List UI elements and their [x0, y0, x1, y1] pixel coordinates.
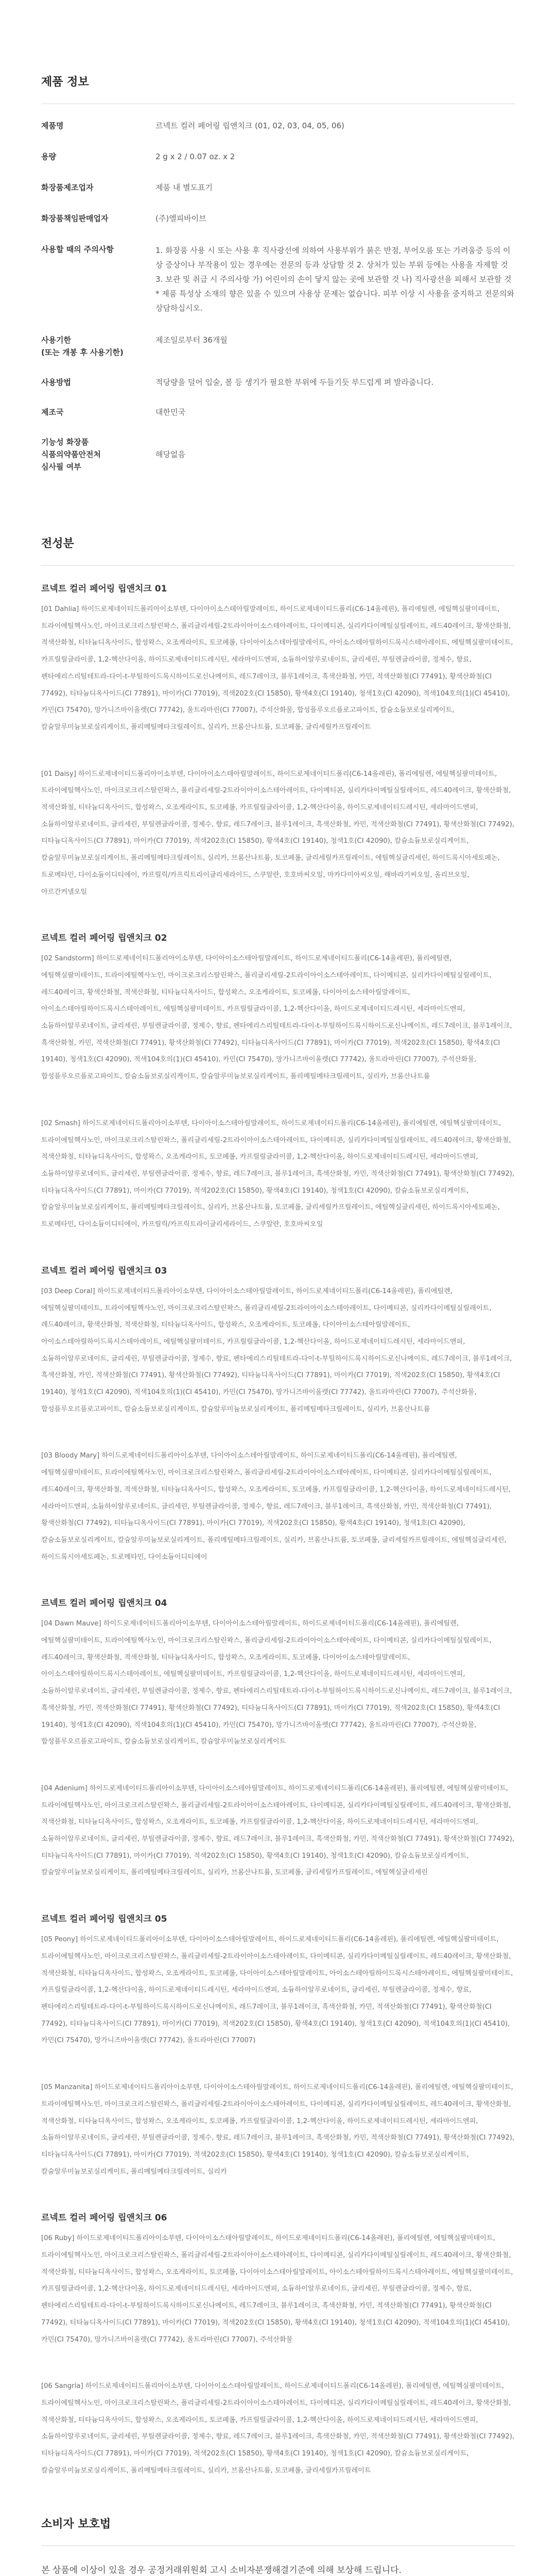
info-row-volume	[41, 150, 515, 163]
info-row-expiry	[41, 334, 515, 359]
ingredient-entry	[41, 1115, 515, 1233]
info-label-line: 심사필 여부	[41, 462, 81, 471]
consumer-protection-title: 소비자 보호법	[41, 2518, 111, 2531]
info-label: 사용할 때의 주의사항	[41, 245, 114, 254]
info-value: 대한민국	[155, 408, 185, 417]
ingredient-text: [01 Dahlia] 하이드로제네이티드폴리아이소부텐, 다이아이소스테아릴말레이트, 하이드로제네이티드폴리(C6-14올레핀), 폴리에틸렌, 에틸헥실팔미테이트, 트라이에틸헥사노인, 마이크로크리스탈린왁스, 폴리글리세릴-2트라이아이소스테아레이트, 다이메티콘, 실리카다이메틸실릴레이트, 레드40레이크, 황색산화철, 적색산화철, 티타늄디옥사이드, 합성왁스, 오조케라이트, 토코페롤, 다이아이소스테아릴말레이트, 아이소스테아릴하이드록시스테아레이트, 에틸헥실팔미테이트, 카프릴릴글라이콜, 1,2-헥산다이올, 하이드로제네이티드레시틴, 세라마이드엔피, 소듐하이알루로네이트, 글리세린, 부틸렌글라이콜, 정제수, 향료, 펜타에리스리틸테트라-다이-t-부틸하이드록시하이드로신나메이트, 레드7레이크, 블루1레이크, 흑색산화철, 카민, 적색산화철(CI 77491), 황색산화철(CI 77492), 티타늄디옥사이드(CI 77891), 마이카(CI 77019), 적색202호(CI 15850), 황색4호(CI 19140), 청색1호(CI 42090), 적색104호의(1)(CI 45410), 카민(CI 75470), 망가니즈바이올렛(CI 77742), 울트라마린(CI 77007), 주석산화물, 합성플루오르플로고파이트, 칼슘소듐보로실리케이트, 칼슘알루미늄보로실리케이트, 폴리메틸메타크릴레이트, 실리카, 브롬산나트륨, 토코페롤, 글리세릴카프릴레이트	[41, 605, 513, 731]
ingredient-text: [04 Dawn Mauve] 하이드로제네이티드폴리아이소부텐, 다이아이소스테아릴말레이트, 하이드로제네이티드폴리(C6-14올레핀), 폴리에틸렌, 에틸헥실팔미테이트, 트라이에틸헥사노인, 마이크로크리스탈린왁스, 폴리글리세릴-2트라이아이소스테아레이트, 다이메티콘, 실리카다이메틸실릴레이트, 레드40레이크, 황색산화철, 적색산화철, 티타늄디옥사이드, 합성왁스, 오조케라이트, 토코페롤, 다이아이소스테아릴말레이트, 아이소스테아릴하이드록시스테아레이트, 에틸헥실팔미테이트, 카프릴릴글라이콜, 1,2-헥산다이올, 하이드로제네이티드레시틴, 세라마이드엔피, 소듐하이알루로네이트, 글리세린, 부틸렌글라이콜, 정제수, 향료, 펜타에리스리틸테트라-다이-t-부틸하이드록시하이드로신나메이트, 레드7레이크, 블루1레이크, 흑색산화철, 카민, 적색산화철(CI 77491), 황색산화철(CI 77492), 티타늄디옥사이드(CI 77891), 마이카(CI 77019), 적색202호(CI 15850), 황색4호(CI 19140), 청색1호(CI 42090), 적색104호의(1)(CI 45410), 카민(CI 75470), 망가니즈바이올렛(CI 77742), 울트라마린(CI 77007), 주석산화물, 합성플루오르플로고파이트, 칼슘소듐보로실리케이트, 칼슘알루미늄보로실리케이트	[41, 1620, 512, 1746]
info-value: 1. 화장품 사용 시 또는 사용 후 직사광선에 의하여 사용부위가 붉은 반점, 부어오름 또는 가려움증 등의 이상 증상이나 부작용이 있는 경우에는 전문의 등과 상담할 것 2. 상처가 있는 부위 등에는 사용을 자제할 것 3. 보관 및 취급 시 주의사항 가) 어린이의 손이 닿지 않는 곳에 보관할 것 나) 직사광선을 피해서 보관할 것 * 제품 특성상 소재의 향은 있을 수 있으며 사용상 문제는 없습니다. 피부 이상 시 사용을 중지하고 전문의와 상담하십시오.	[155, 246, 515, 313]
info-value: 적당량을 덜어 입술, 볼 등 생기가 필요한 부위에 두들기듯 부드럽게 펴 발라줍니다.	[155, 378, 434, 387]
info-value: 2 g x 2 / 0.07 oz. x 2	[155, 152, 235, 161]
ingredient-group-title: 르넥트 컬러 페어링 립앤치크 06	[41, 2213, 167, 2224]
ingredient-text: [02 Smash] 하이드로제네이티드폴리아이소부텐, 다이아이소스테아릴말레이트, 하이드로제네이티드폴리(C6-14올레핀), 폴리에틸렌, 에틸헥실팔미테이트, 트라이에틸헥사노인, 마이크로크리스탈린왁스, 폴리글리세릴-2트라이아이소스테아레이트, 다이메티콘, 실리카다이메틸실릴레이트, 레드40레이크, 황색산화철, 적색산화철, 티타늄디옥사이드, 합성왁스, 오조케라이트, 토코페롤, 카프릴릴글라이콜, 1,2-헥산다이올, 하이드로제네이티드레시틴, 세라마이드엔피, 소듐하이알루로네이트, 글리세린, 부틸렌글라이콜, 정제수, 향료, 레드7레이크, 블루1레이크, 흑색산화철, 카민, 적색산화철(CI 77491), 황색산화철(CI 77492), 티타늄디옥사이드(CI 77891), 마이카(CI 77019), 적색202호(CI 15850), 황색4호(CI 19140), 청색1호(CI 42090), 칼슘소듐보로실리케이트, 칼슘알루미늄보로실리케이트, 폴리메틸메타크릴레이트, 실리카, 브롬산나트륨, 토코페롤, 글리세릴카프릴레이트, 에틸헥실글리세린, 하이드록시아세토페논, 트로메타민, 다이소듐이디티에이, 카프릴릭/카프릭트라이글리세라이드, 스쿠알란, 호호바씨오일	[41, 1119, 515, 1229]
ingredient-text: [01 Daisy] 하이드로제네이티드폴리아이소부텐, 다이아이소스테아릴말레이트, 하이드로제네이티드폴리(C6-14올레핀), 폴리에틸렌, 에틸헥실팔미테이트, 트라이에틸헥사노인, 마이크로크리스탈린왁스, 폴리글리세릴-2트라이아이소스테아레이트, 다이메티콘, 실리카다이메틸실릴레이트, 레드40레이크, 황색산화철, 적색산화철, 티타늄디옥사이드, 합성왁스, 오조케라이트, 토코페롤, 카프릴릴글라이콜, 1,2-헥산다이올, 하이드로제네이티드레시틴, 세라마이드엔피, 소듐하이알루로네이트, 글리세린, 부틸렌글라이콜, 정제수, 향료, 레드7레이크, 블루1레이크, 흑색산화철, 카민, 적색산화철(CI 77491), 황색산화철(CI 77492), 티타늄디옥사이드(CI 77891), 마이카(CI 77019), 적색202호(CI 15850), 황색4호(CI 19140), 청색1호(CI 42090), 칼슘소듐보로실리케이트, 칼슘알루미늄보로실리케이트, 폴리메틸메타크릴레이트, 실리카, 브롬산나트륨, 토코페롤, 글리세릴카프릴레이트, 에틸헥실글리세린, 하이드록시아세토페논, 트로메타민, 다이소듐이디티에이, 카프릴릭/카프릭트라이글리세라이드, 스쿠알란, 호호바씨오일, 마카다미아씨오일, 해바라기씨오일, 올리브오일, 아르간커넬오일	[41, 770, 515, 896]
info-value: 제품 내 별도표기	[155, 183, 213, 192]
ingredient-entry	[41, 2079, 515, 2180]
ingredient-text: [05 Peony] 하이드로제네이티드폴리아이소부텐, 다이아이소스테아릴말레이트, 하이드로제네이티드폴리(C6-14올레핀), 폴리에틸렌, 에틸헥실팔미테이트, 트라이에틸헥사노인, 마이크로크리스탈린왁스, 폴리글리세릴-2트라이아이소스테아레이트, 다이메티콘, 실리카다이메틸실릴레이트, 레드40레이크, 황색산화철, 적색산화철, 티타늄디옥사이드, 합성왁스, 오조케라이트, 토코페롤, 다이아이소스테아릴말레이트, 아이소스테아릴하이드록시스테아레이트, 에틸헥실팔미테이트, 카프릴릴글라이콜, 1,2-헥산다이올, 하이드로제네이티드레시틴, 세라마이드엔피, 소듐하이알루로네이트, 글리세린, 부틸렌글라이콜, 정제수, 향료, 펜타에리스리틸테트라-다이-t-부틸하이드록시하이드로신나메이트, 레드7레이크, 블루1레이크, 흑색산화철, 카민, 적색산화철(CI 77491), 황색산화철(CI 77492), 티타늄디옥사이드(CI 77891), 마이카(CI 77019), 적색202호(CI 15850), 황색4호(CI 19140), 청색1호(CI 42090), 적색104호의(1)(CI 45410), 카민(CI 75470), 망가니즈바이올렛(CI 77742), 울트라마린(CI 77007)	[41, 1936, 513, 2045]
info-label-line: 사용기한	[41, 335, 71, 345]
info-label-line: 기능성 화장품	[41, 437, 89, 447]
info-label: 사용방법	[41, 378, 71, 387]
ingredient-entry	[41, 766, 515, 901]
ingredient-entry	[41, 1448, 515, 1566]
info-label	[41, 436, 155, 473]
ingredient-text: [03 Deep Coral] 하이드로제네이티드폴리아이소부텐, 다이아이소스테아릴말레이트, 하이드로제네이티드폴리(C6-14올레핀), 폴리에틸렌, 에틸헥실팔미테이트, 트라이에틸헥사노인, 마이크로크리스탈린왁스, 폴리글리세릴-2트라이아이소스테아레이트, 다이메티콘, 실리카다이메틸실릴레이트, 레드40레이크, 황색산화철, 적색산화철, 티타늄디옥사이드, 합성왁스, 오조케라이트, 토코페롤, 다이아이소스테아릴말레이트, 아이소스테아릴하이드록시스테아레이트, 에틸헥실팔미테이트, 카프릴릴글라이콜, 1,2-헥산다이올, 하이드로제네이티드레시틴, 세라마이드엔피, 소듐하이알루로네이트, 글리세린, 부틸렌글라이콜, 정제수, 향료, 펜타에리스리틸테트라-다이-t-부틸하이드록시하이드로신나메이트, 레드7레이크, 블루1레이크, 흑색산화철, 카민, 적색산화철(CI 77491), 황색산화철(CI 77492), 티타늄디옥사이드(CI 77891), 마이카(CI 77019), 적색202호(CI 15850), 황색4호(CI 19140), 청색1호(CI 42090), 적색104호의(1)(CI 45410), 카민(CI 75470), 망가니즈바이올렛(CI 77742), 울트라마린(CI 77007), 주석산화물, 합성플루오르플로고파이트, 칼슘소듐보로실리케이트, 칼슘알루미늄보로실리케이트, 폴리메틸메타크릴레이트, 실리카, 브롬산나트륨	[41, 1287, 512, 1413]
info-row-functional	[41, 436, 515, 473]
info-row-product-name	[41, 120, 515, 132]
info-value: 제조일로부터 36개월	[155, 335, 228, 345]
product-info-table	[41, 120, 515, 473]
ingredient-group-title: 르넥트 컬러 페어링 립앤치크 03	[41, 1265, 167, 1276]
ingredient-text: [06 Ruby] 하이드로제네이티드폴리아이소부텐, 다이아이소스테아릴말레이트, 하이드로제네이티드폴리(C6-14올레핀), 폴리에틸렌, 에틸헥실팔미테이트, 트라이에틸헥사노인, 마이크로크리스탈린왁스, 폴리글리세릴-2트라이아이소스테아레이트, 다이메티콘, 실리카다이메틸실릴레이트, 레드40레이크, 황색산화철, 적색산화철, 티타늄디옥사이드, 합성왁스, 오조케라이트, 토코페롤, 다이아이소스테아릴말레이트, 아이소스테아릴하이드록시스테아레이트, 에틸헥실팔미테이트, 카프릴릴글라이콜, 1,2-헥산다이올, 하이드로제네이티드레시틴, 세라마이드엔피, 소듐하이알루로네이트, 글리세린, 부틸렌글라이콜, 정제수, 향료, 펜타에리스리틸테트라-다이-t-부틸하이드록시하이드로신나메이트, 레드7레이크, 블루1레이크, 흑색산화철, 카민, 적색산화철(CI 77491), 황색산화철(CI 77492), 티타늄디옥사이드(CI 77891), 마이카(CI 77019), 적색202호(CI 15850), 황색4호(CI 19140), 청색1호(CI 42090), 적색104호의(1)(CI 45410), 카민(CI 75470), 망가니즈바이올렛(CI 77742), 울트라마린(CI 77007), 주석산화물	[41, 2234, 513, 2344]
info-label-line: (또는 개봉 후 사용기한)	[41, 348, 124, 357]
ingredient-group	[41, 581, 515, 901]
ingredient-entry	[41, 1616, 515, 1751]
consumer-protection-section	[41, 2515, 515, 2576]
ingredient-group	[41, 2210, 515, 2479]
product-info-section	[41, 0, 515, 473]
info-row-manufacturer	[41, 181, 515, 194]
product-info-title: 제품 정보	[41, 76, 89, 89]
info-value: 해당없음	[155, 450, 185, 459]
ingredient-entry	[41, 951, 515, 1086]
ingredient-group-title: 르넥트 컬러 페어링 립앤치크 04	[41, 1598, 167, 1609]
ingredient-text: [05 Manzanita] 하이드로제네이티드폴리아이소부텐, 다이아이소스테아릴말레이트, 하이드로제네이티드폴리(C6-14올레핀), 폴리에틸렌, 에틸헥실팔미테이트, 트라이에틸헥사노인, 마이크로크리스탈린왁스, 폴리글리세릴-2트라이아이소스테아레이트, 다이메티콘, 실리카다이메틸실릴레이트, 레드40레이크, 황색산화철, 적색산화철, 티타늄디옥사이드, 합성왁스, 오조케라이트, 토코페롤, 카프릴릴글라이콜, 1,2-헥산다이올, 하이드로제네이티드레시틴, 세라마이드엔피, 소듐하이알루로네이트, 글리세린, 부틸렌글라이콜, 정제수, 향료, 레드7레이크, 블루1레이크, 흑색산화철, 카민, 적색산화철(CI 77491), 황색산화철(CI 77492), 티타늄디옥사이드(CI 77891), 마이카(CI 77019), 적색202호(CI 15850), 황색4호(CI 19140), 청색1호(CI 42090), 칼슘소듐보로실리케이트, 칼슘알루미늄보로실리케이트, 폴리메틸메타크릴레이트, 실리카	[41, 2083, 515, 2176]
info-value: 르넥트 컬러 페어링 립앤치크 (01, 02, 03, 04, 05, 06)	[155, 121, 344, 130]
info-label: 제조국	[41, 408, 64, 417]
info-row-caution	[41, 243, 515, 315]
ingredient-entry	[41, 1781, 515, 1882]
ingredient-group-title: 르넥트 컬러 페어링 립앤치크 01	[41, 584, 167, 594]
ingredient-text: [04 Adenium] 하이드로제네이티드폴리아이소부텐, 다이아이소스테아릴말레이트, 하이드로제네이티드폴리(C6-14올레핀), 폴리에틸렌, 에틸헥실팔미테이트, 트라이에틸헥사노인, 마이크로크리스탈린왁스, 폴리글리세릴-2트라이아이소스테아레이트, 다이메티콘, 실리카다이메틸실릴레이트, 레드40레이크, 황색산화철, 적색산화철, 티타늄디옥사이드, 합성왁스, 오조케라이트, 토코페롤, 카프릴릴글라이콜, 1,2-헥산다이올, 하이드로제네이티드레시틴, 세라마이드엔피, 소듐하이알루로네이트, 글리세린, 부틸렌글라이콜, 정제수, 향료, 레드7레이크, 블루1레이크, 흑색산화철, 카민, 적색산화철(CI 77491), 황색산화철(CI 77492), 티타늄디옥사이드(CI 77891), 마이카(CI 77019), 적색202호(CI 15850), 황색4호(CI 19140), 청색1호(CI 42090), 칼슘소듐보로실리케이트, 칼슘알루미늄보로실리케이트, 폴리메틸메타크릴레이트, 실리카, 브롬산나트륨, 토코페롤, 글리세릴카프릴레이트, 에틸헥실글리세린	[41, 1784, 515, 1877]
info-row-usage	[41, 376, 515, 388]
info-label: 화장품책임판매업자	[41, 214, 109, 223]
info-label: 용량	[41, 152, 56, 161]
ingredient-entry	[41, 1931, 515, 2049]
info-row-country	[41, 406, 515, 418]
ingredient-entry	[41, 1283, 515, 1418]
ingredient-text: [06 Sangria] 하이드로제네이티드폴리아이소부텐, 다이아이소스테아릴말레이트, 하이드로제네이티드폴리(C6-14올레핀), 폴리에틸렌, 에틸헥실팔미테이트, 트라이에틸헥사노인, 마이크로크리스탈린왁스, 폴리글리세릴-2트라이아이소스테아레이트, 다이메티콘, 실리카다이메틸실릴레이트, 레드40레이크, 황색산화철, 적색산화철, 티타늄디옥사이드, 합성왁스, 오조케라이트, 토코페롤, 카프릴릴글라이콜, 1,2-헥산다이올, 하이드로제네이티드레시틴, 세라마이드엔피, 소듐하이알루로네이트, 글리세린, 부틸렌글라이콜, 정제수, 향료, 레드7레이크, 블루1레이크, 흑색산화철, 카민, 적색산화철(CI 77491), 황색산화철(CI 77492), 티타늄디옥사이드(CI 77891), 마이카(CI 77019), 적색202호(CI 15850), 황색4호(CI 19140), 청색1호(CI 42090), 칼슘소듐보로실리케이트, 칼슘알루미늄보로실리케이트, 폴리메틸메타크릴레이트, 실리카, 브롬산나트륨, 토코페롤, 글리세릴카프릴레이트	[41, 2382, 515, 2475]
ingredient-group	[41, 1911, 515, 2180]
ingredient-group	[41, 930, 515, 1233]
ingredients-title: 전성분	[41, 537, 74, 550]
ingredient-group-title: 르넥트 컬러 페어링 립앤치크 05	[41, 1914, 167, 1925]
info-label: 화장품제조업자	[41, 183, 94, 192]
ingredient-text: [02 Sandstorm] 하이드로제네이티드폴리아이소부텐, 다이아이소스테아릴말레이트, 하이드로제네이티드폴리(C6-14올레핀), 폴리에틸렌, 에틸헥실팔미테이트, 트라이에틸헥사노인, 마이크로크리스탈린왁스, 폴리글리세릴-2트라이아이소스테아레이트, 다이메티콘, 실리카다이메틸실릴레이트, 레드40레이크, 황색산화철, 적색산화철, 티타늄디옥사이드, 합성왁스, 오조케라이트, 토코페롤, 다이아이소스테아릴말레이트, 아이소스테아릴하이드록시스테아레이트, 에틸헥실팔미테이트, 카프릴릴글라이콜, 1,2-헥산다이올, 하이드로제네이티드레시틴, 세라마이드엔피, 소듐하이알루로네이트, 글리세린, 부틸렌글라이콜, 정제수, 향료, 펜타에리스리틸테트라-다이-t-부틸하이드록시하이드로신나메이트, 레드7레이크, 블루1레이크, 흑색산화철, 카민, 적색산화철(CI 77491), 황색산화철(CI 77492), 티타늄디옥사이드(CI 77891), 마이카(CI 77019), 적색202호(CI 15850), 황색4호(CI 19140), 청색1호(CI 42090), 적색104호의(1)(CI 45410), 카민(CI 75470), 망가니즈바이올렛(CI 77742), 울트라마린(CI 77007), 주석산화물, 합성플루오르플로고파이트, 칼슘소듐보로실리케이트, 칼슘알루미늄보로실리케이트, 폴리메틸메타크릴레이트, 실리카, 브롬산나트륨	[41, 955, 512, 1081]
consumer-notice: 본 상품에 이상이 있을 경우 공정거래위원회 고시 소비자분쟁해결기준에 의해 보상해 드립니다.	[41, 2565, 402, 2576]
ingredient-entry	[41, 601, 515, 736]
ingredient-text: [03 Bloody Mary] 하이드로제네이티드폴리아이소부텐, 다이아이소스테아릴말레이트, 하이드로제네이티드폴리(C6-14올레핀), 폴리에틸렌, 에틸헥실팔미테이트, 트라이에틸헥사노인, 마이크로크리스탈린왁스, 폴리글리세릴-2트라이아이소스테아레이트, 다이메티콘, 실리카다이메틸실릴레이트, 레드40레이크, 황색산화철, 적색산화철, 티타늄디옥사이드, 합성왁스, 오조케라이트, 토코페롤, 카프릴릴글라이콜, 1,2-헥산다이올, 하이드로제네이티드레시틴, 세라마이드엔피, 소듐하이알루로네이트, 글리세린, 부틸렌글라이콜, 정제수, 향료, 레드7레이크, 블루1레이크, 흑색산화철, 카민, 적색산화철(CI 77491), 황색산화철(CI 77492), 티타늄디옥사이드(CI 77891), 마이카(CI 77019), 적색202호(CI 15850), 황색4호(CI 19140), 청색1호(CI 42090), 칼슘소듐보로실리케이트, 칼슘알루미늄보로실리케이트, 폴리메틸메타크릴레이트, 실리카, 브롬산나트륨, 토코페롤, 글리세릴카프릴레이트, 에틸헥실글리세린, 하이드록시아세토페논, 트로메타민, 다이소듐이디티에이	[41, 1452, 511, 1561]
ingredients-section	[41, 535, 515, 2479]
info-label: 제품명	[41, 121, 64, 130]
ingredient-entry	[41, 2230, 515, 2348]
section-divider	[41, 565, 515, 566]
info-label-line: 식품의약품안전처	[41, 450, 101, 459]
ingredient-group	[41, 1596, 515, 1882]
ingredient-group	[41, 1263, 515, 1566]
ingredient-group-title: 르넥트 컬러 페어링 립앤치크 02	[41, 933, 167, 944]
ingredient-entry	[41, 2378, 515, 2479]
info-row-seller	[41, 212, 515, 225]
info-value: (주)엘피바이브	[155, 214, 206, 223]
info-label	[41, 334, 155, 359]
